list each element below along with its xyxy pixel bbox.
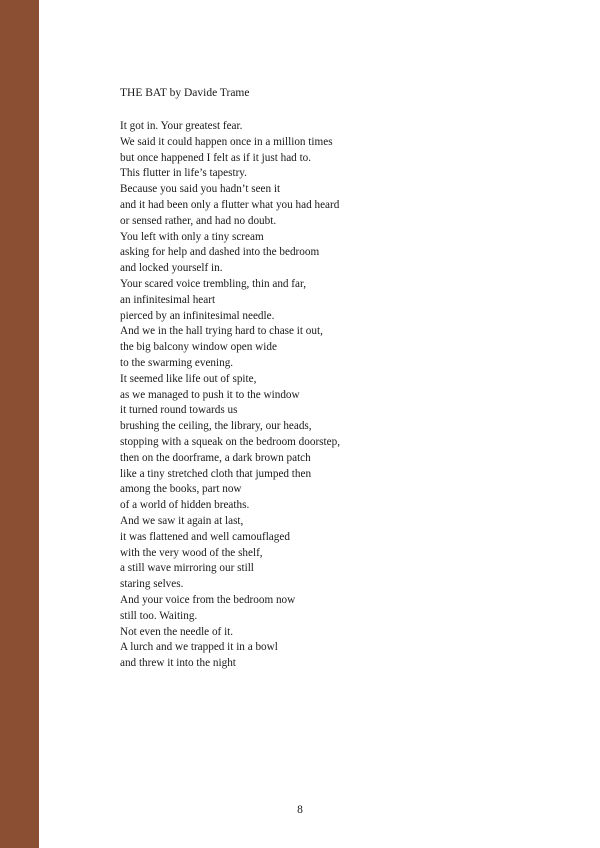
poem-line: Your scared voice trembling, thin and far, [120, 277, 307, 290]
document-page [39, 0, 600, 848]
poem-line: brushing the ceiling, the library, our heads, [120, 420, 312, 433]
poem-line: This flutter in life’s tapestry. [120, 167, 247, 180]
book-spine-band [0, 0, 39, 848]
poem-line: It got in. Your greatest fear. [120, 120, 243, 132]
poem-line: And we in the hall trying hard to chase it out, [120, 325, 323, 338]
poem-line: Not even the needle of it. [120, 625, 234, 638]
poem-line: as we managed to push it to the window [120, 388, 300, 401]
poem-line: a still wave mirroring our still [120, 562, 254, 575]
poem-line: Because you said you hadn’t seen it [120, 183, 281, 196]
poem-body [120, 119, 340, 672]
poem-line: it was flattened and well camouflaged [120, 530, 290, 543]
page-number: 8 [297, 804, 303, 816]
poem-line: and threw it into the night [120, 657, 236, 670]
poem-line: among the books, part now [120, 483, 242, 496]
poem-line: an infinitesimal heart [120, 293, 216, 306]
poem-line: It seemed like life out of spite, [120, 372, 257, 385]
poem-line: or sensed rather, and had no doubt. [120, 214, 277, 227]
poem-line: but once happened I felt as if it just had to. [120, 151, 312, 164]
poem-line: You left with only a tiny scream [120, 230, 264, 243]
poem-line: staring selves. [120, 578, 184, 591]
poem-line: still too. Waiting. [120, 609, 198, 622]
poem-line: We said it could happen once in a million times [120, 135, 333, 148]
poem-line: and locked yourself in. [120, 262, 223, 275]
poem-line: asking for help and dashed into the bedroom [120, 246, 320, 259]
poem-line: it turned round towards us [120, 404, 238, 417]
poem-line: the big balcony window open wide [120, 341, 277, 354]
poem-line: stopping with a squeak on the bedroom doorstep, [120, 435, 340, 448]
poem-line: with the very wood of the shelf, [120, 546, 263, 559]
poem-line: then on the doorframe, a dark brown patch [120, 451, 311, 464]
poem-line: And your voice from the bedroom now [120, 593, 296, 606]
poem-line: And we saw it again at last, [120, 514, 244, 527]
poem-line: to the swarming evening. [120, 356, 234, 369]
poem-line: like a tiny stretched cloth that jumped then [120, 467, 312, 480]
poem-title: THE BAT by Davide Trame [120, 87, 250, 99]
poem-line: pierced by an infinitesimal needle. [120, 309, 275, 322]
poem-line: of a world of hidden breaths. [120, 499, 250, 512]
poem-line: and it had been only a flutter what you had heard [120, 198, 340, 211]
poem-line: A lurch and we trapped it in a bowl [120, 641, 278, 654]
